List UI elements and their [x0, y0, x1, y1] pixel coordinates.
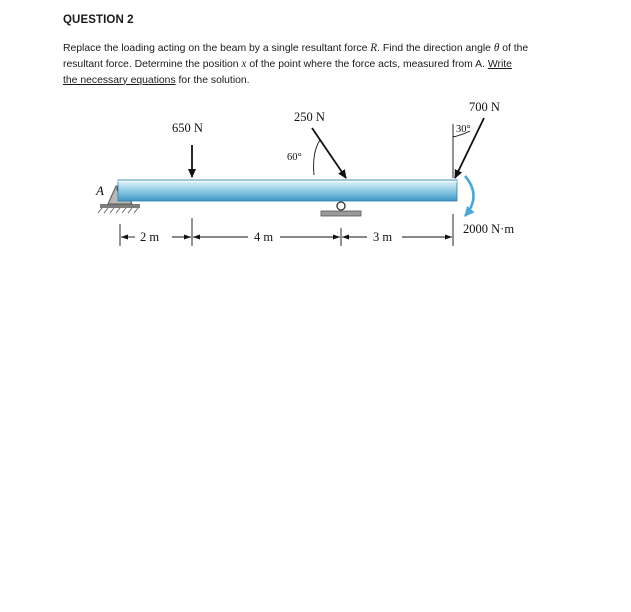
beam — [118, 180, 457, 201]
dimension-lines — [120, 214, 453, 246]
var-x: x — [241, 57, 247, 70]
question-heading: QUESTION 2 — [63, 14, 134, 26]
dimension-2m: 2 m — [140, 230, 160, 244]
var-theta: θ — [493, 42, 500, 54]
moment-label: 2000 N·m — [463, 222, 515, 236]
problem-line-3: the necessary equations for the solution. — [63, 74, 250, 86]
force-250n — [312, 128, 346, 178]
problem-line-1: Replace the loading acting on the beam by a single resultant force R. Find the direction angle θ of the — [63, 42, 529, 54]
angle-60-label: 60° — [287, 152, 302, 163]
dimension-4m: 4 m — [254, 230, 274, 244]
point-a-label: A — [96, 183, 104, 198]
write-equations-emphasis-cont: the necessary equations — [63, 74, 176, 86]
angle-30-label: 30° — [456, 124, 471, 135]
force-650n-label: 650 N — [172, 121, 203, 135]
rocker-support — [321, 202, 361, 216]
write-equations-emphasis: Write — [487, 58, 512, 70]
angle-60-arc — [314, 140, 320, 175]
force-250n-label: 250 N — [294, 110, 325, 124]
force-700n-label: 700 N — [469, 100, 500, 114]
couple-moment — [465, 176, 474, 216]
problem-line-2: resultant force. Determine the position x of the point where the force acts, measured from A. Write — [63, 57, 512, 70]
dimension-3m: 3 m — [373, 230, 393, 244]
var-r: R — [370, 42, 378, 54]
